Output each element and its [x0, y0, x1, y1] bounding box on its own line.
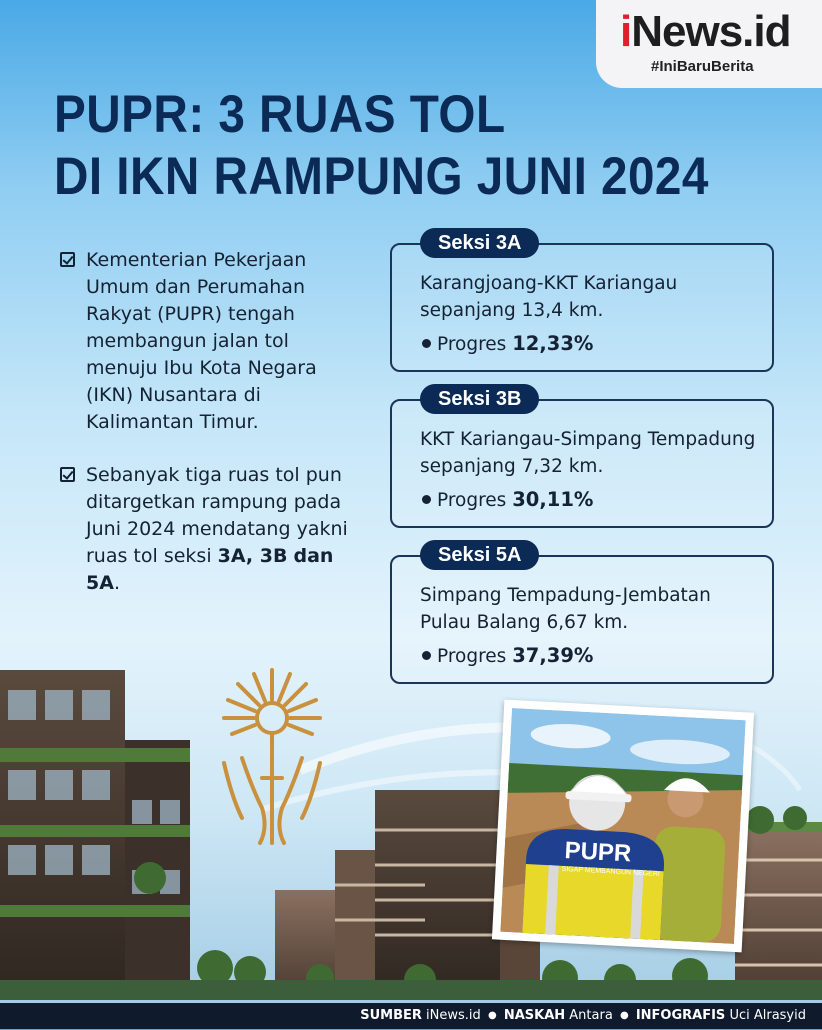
- section-progress: [422, 332, 593, 355]
- section-label: Seksi 3B: [420, 384, 539, 414]
- bullet-text-part: Sebanyak tiga ruas tol pun ditargetkan rampung pada Juni 2024 mendatang yakni ruas tol seksi: [86, 464, 348, 567]
- bullet-dot-icon: ●: [619, 1010, 629, 1021]
- bullet-text: Kementerian Pekerjaan Umum dan Perumahan Rakyat (PUPR) tengah membangun jalan tol menuju Ibu Kota Negara (IKN) Nusantara di Kalimantan Timur.: [86, 249, 317, 433]
- footer-source-value: iNews.id: [426, 1008, 481, 1023]
- workers-photo-illustration: [500, 708, 745, 944]
- title-line-1: PUPR: 3 RUAS TOL: [54, 85, 506, 144]
- progress-label: Progres: [437, 334, 507, 355]
- section-description: Karangjoang-KKT Kariangau sepanjang 13,4 km.: [420, 273, 678, 321]
- footer-graphic-label: INFOGRAFIS: [635, 1008, 726, 1023]
- progress-value: 30,11%: [512, 488, 594, 511]
- section-description: KKT Kariangau-Simpang Tempadung sepanjang 7,32 km.: [420, 429, 756, 477]
- vest-logo-text: PUPR: [563, 836, 632, 868]
- page-title: [54, 84, 709, 208]
- footer-script-label: NASKAH: [503, 1008, 566, 1023]
- checkbox-icon: [60, 252, 75, 267]
- checkbox-icon: [60, 467, 75, 482]
- footer-graphic-value: Uci Alrasyid: [729, 1008, 806, 1023]
- section-card-3b: [390, 388, 774, 528]
- ikn-emblem-icon: [224, 670, 320, 843]
- brand-logo: [620, 6, 791, 58]
- progress-value: 37,39%: [512, 644, 594, 667]
- brand-logo-box: [596, 0, 822, 88]
- bullet-bold-sections: dan 5A: [86, 545, 334, 594]
- site-photo: [492, 700, 754, 953]
- bullet-bold-sections: 3A, 3B: [217, 545, 288, 567]
- logo-rest: News.id: [631, 7, 791, 56]
- progress-label: Progres: [437, 490, 507, 511]
- bullet-dot-icon: [422, 495, 431, 504]
- bullet-text: [86, 462, 360, 597]
- section-label: Seksi 3A: [420, 228, 539, 258]
- vest-tagline-text: SIGAP MEMBANGUN NEGERI: [561, 865, 660, 878]
- logo-prefix: i: [620, 7, 632, 56]
- footer-source-label: SUMBER: [360, 1008, 422, 1023]
- bullet-item-2: [60, 462, 360, 597]
- progress-label: Progres: [437, 646, 507, 667]
- section-card-3a: [390, 232, 774, 372]
- bullet-dot-icon: ●: [487, 1010, 497, 1021]
- section-progress: [422, 488, 593, 511]
- bullet-item-1: [60, 247, 360, 436]
- bullet-dot-icon: [422, 339, 431, 348]
- title-line-2: DI IKN RAMPUNG JUNI 2024: [54, 147, 709, 206]
- brand-tagline: #IniBaruBerita: [651, 58, 754, 75]
- section-description: Simpang Tempadung-Jembatan Pulau Balang 6,67 km.: [420, 585, 711, 633]
- progress-value: 12,33%: [512, 332, 594, 355]
- footer-script-value: Antara: [569, 1008, 613, 1023]
- footer-credits: [0, 1003, 822, 1029]
- section-label: Seksi 5A: [420, 540, 539, 570]
- bullet-text-part: .: [113, 572, 120, 594]
